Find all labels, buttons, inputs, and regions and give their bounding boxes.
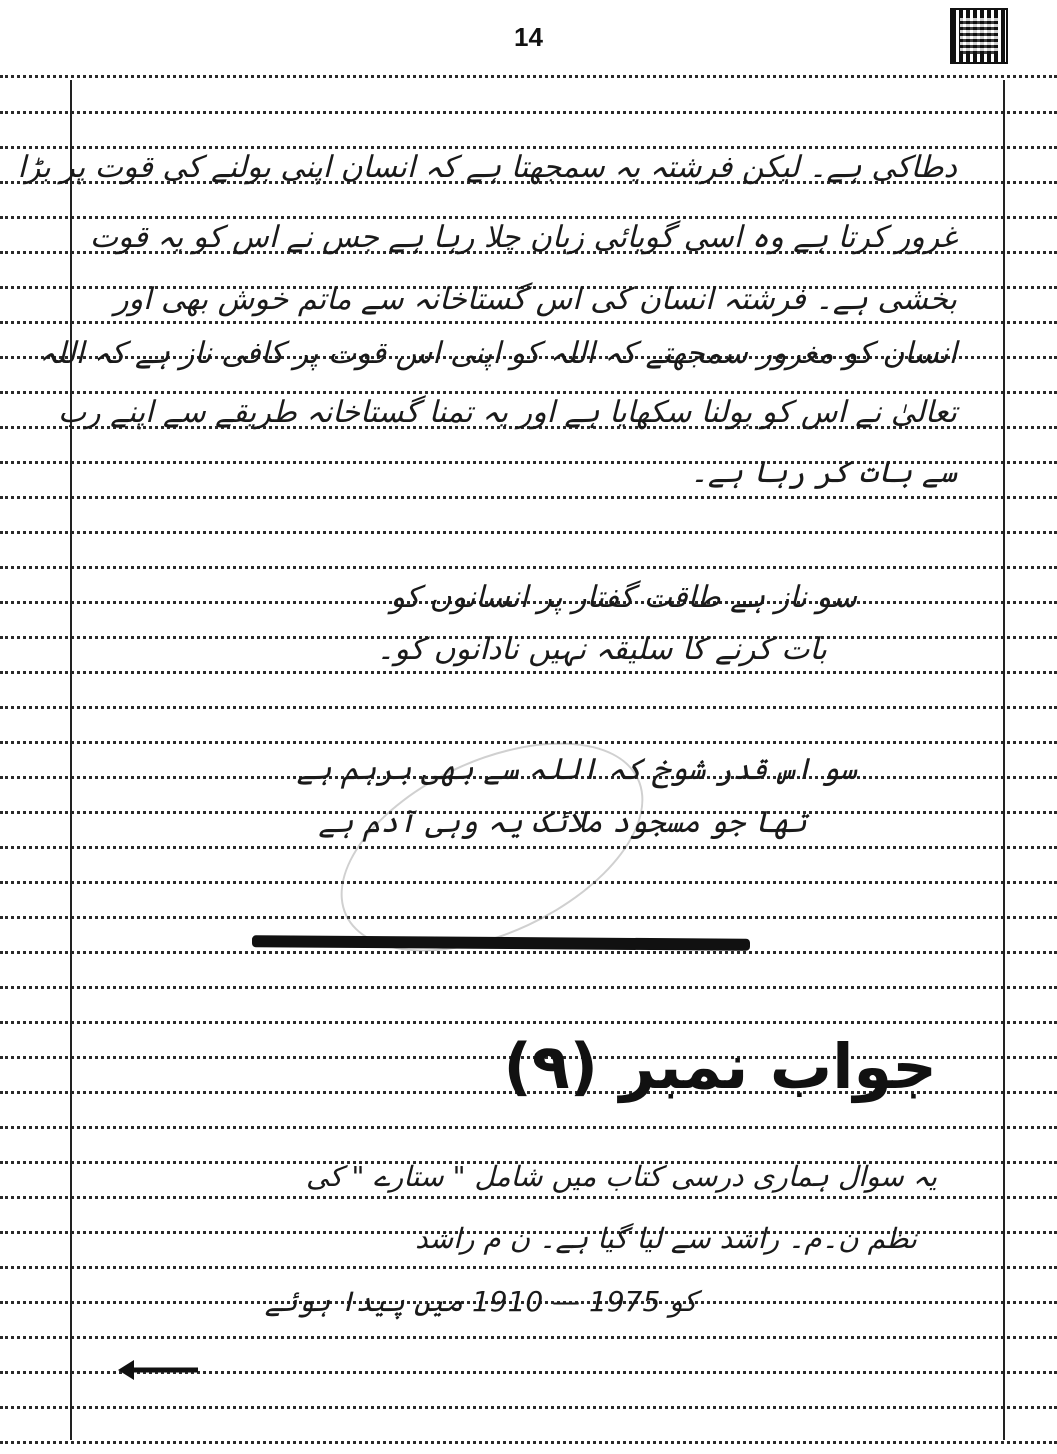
ruled-line: [0, 531, 1057, 534]
ruled-line: [0, 1336, 1057, 1339]
paragraph-line: انسان کو مغرور سمجھتے کہ اللہ کو اپنی اس قوت پر کافی ناز ہے کہ اللہ: [39, 336, 957, 371]
paragraph-line: غرور کرتا ہے وہ اسی گویائی زبان چلا رہا ہے جس نے اس کو یہ قوت: [89, 220, 957, 255]
ruled-line: [0, 566, 1057, 569]
ruled-line: [0, 146, 1057, 149]
ruled-line: [0, 741, 1057, 744]
ruled-line: [0, 1126, 1057, 1129]
couplet-1-line-2: بات کرنے کا سلیقہ نہیں نادانوں کو۔: [376, 632, 827, 667]
couplet-1-line-1: سو ناز ہے طاقت گفتار پر انسانوں کو: [390, 580, 857, 615]
couplet-2-line-2: تھا جو مسجود ملائک یہ وہی آدم ہے: [318, 805, 807, 840]
left-margin-line: [70, 80, 72, 1440]
ruled-line: [0, 1406, 1057, 1409]
page-number: 14: [514, 22, 543, 52]
arrow-left-icon: [118, 1358, 200, 1382]
ruled-line: [0, 321, 1057, 324]
ruled-line: [0, 1021, 1057, 1024]
ruled-line: [0, 706, 1057, 709]
couplet-2-line-1: سو اس قدر شوخ کہ اللہ سے بھی برہم ہے: [296, 752, 857, 787]
ruled-line: [0, 1441, 1057, 1444]
paragraph-line: سے بات کر رہا ہے۔: [690, 455, 957, 490]
ruled-line: [0, 986, 1057, 989]
answer-line: یہ سوال ہماری درسی کتاب میں شامل " ستارے " کی: [305, 1160, 937, 1193]
ruled-line: [0, 111, 1057, 114]
paragraph-line: بخشی ہے۔ فرشتہ انسان کی اس گستاخانہ سے ماتم خوش بھی اور: [114, 282, 957, 317]
paragraph-line: تعالیٰ نے اس کو بولنا سکھایا ہے اور یہ تمنا گستاخانہ طریقے سے اپنے رب: [57, 395, 957, 430]
ruled-line: [0, 75, 1057, 78]
paragraph-line: دطاکی ہے۔ لیکن فرشتہ یہ سمجھتا ہے کہ انسان اپنی بولنے کی قوت پر بڑا: [17, 150, 957, 185]
answer-line: کو 1975 — 1910 میں پیدا ہوئے: [264, 1285, 697, 1318]
ruled-line: [0, 1266, 1057, 1269]
ruled-line: [0, 391, 1057, 394]
answer-heading: جواب نمبر (۹): [503, 1030, 937, 1103]
ruled-line: [0, 951, 1057, 954]
answer-line: نظم ن۔م۔ راشد سے لیا گیا ہے۔ ن م راشد: [415, 1222, 917, 1255]
ruled-line: [0, 1196, 1057, 1199]
ruled-line: [0, 496, 1057, 499]
ruled-line: [0, 216, 1057, 219]
right-margin-line: [1003, 80, 1005, 1440]
ruled-line: [0, 671, 1057, 674]
